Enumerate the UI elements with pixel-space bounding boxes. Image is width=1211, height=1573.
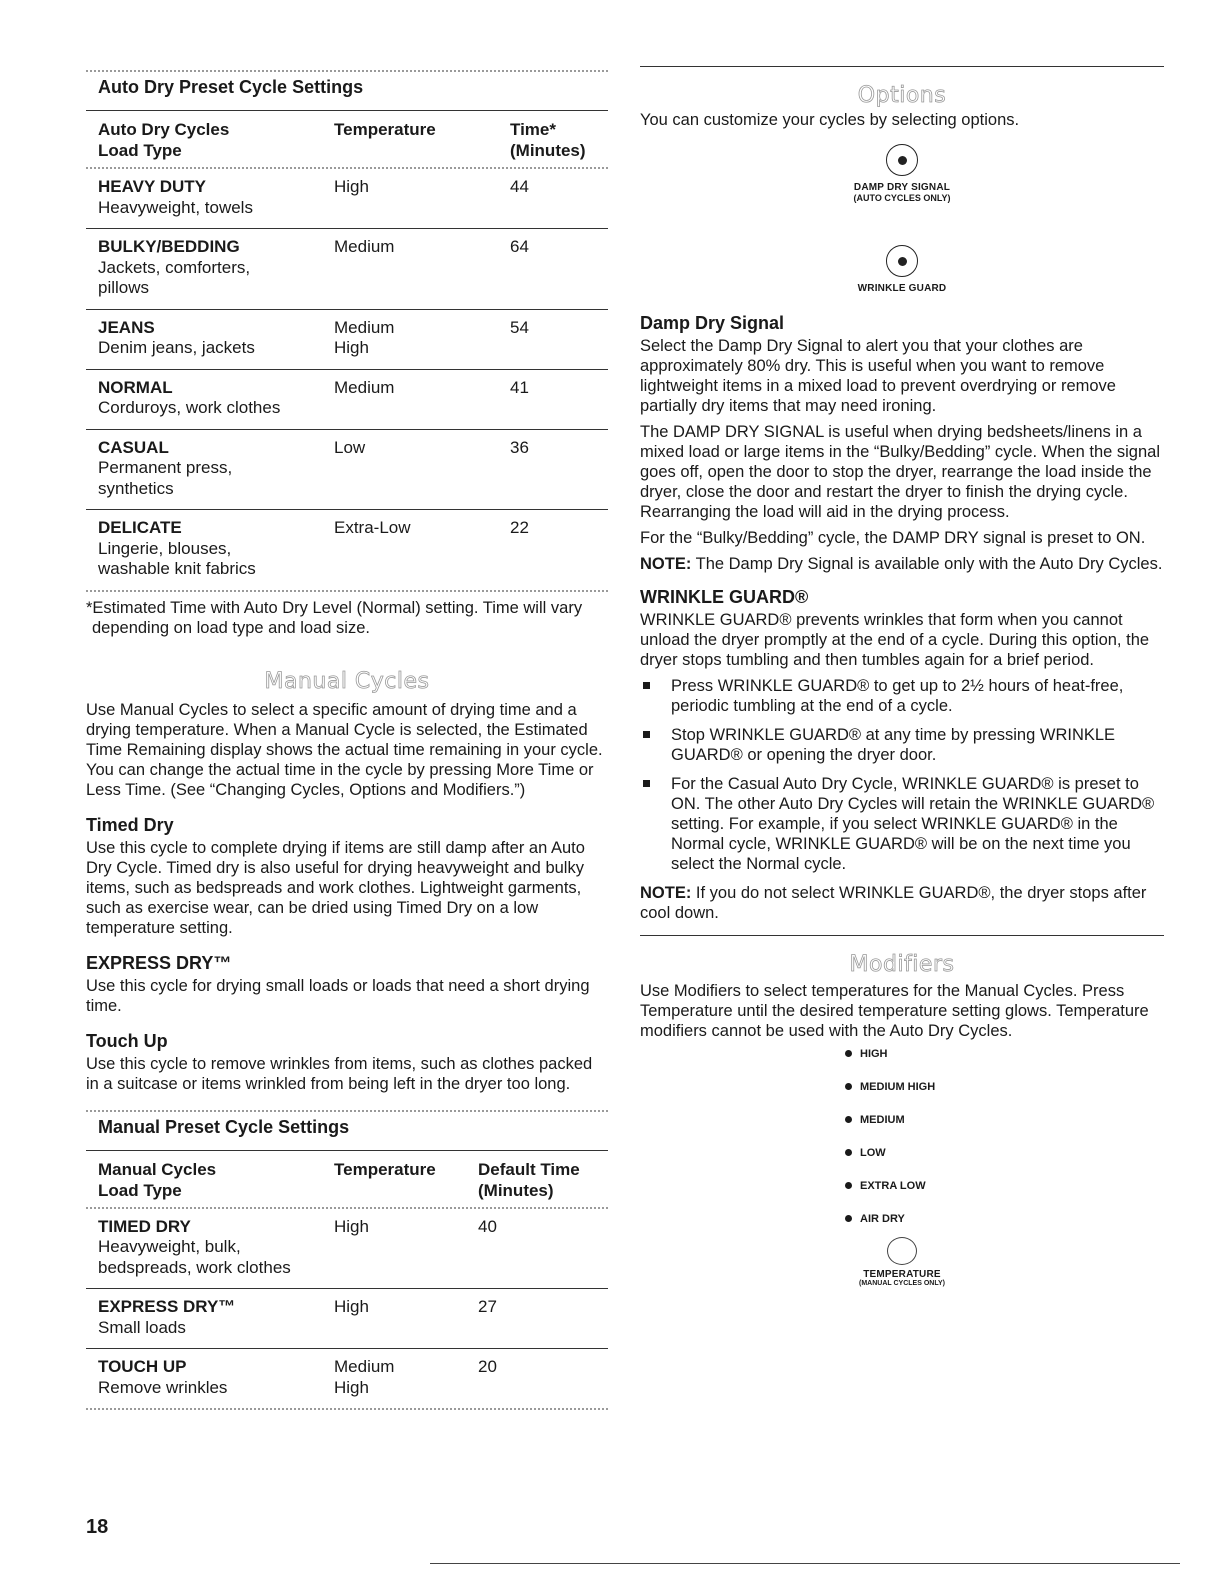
express-dry-heading: EXPRESS DRY™	[86, 952, 232, 973]
table-row: NORMAL Corduroys, work clothes Medium 41	[86, 370, 608, 430]
list-item: AIR DRY	[845, 1212, 1164, 1245]
table-row: TOUCH UP Remove wrinkles Medium High 20	[98, 1357, 497, 1397]
table-row: EXPRESS DRY™ Small loads High 27	[86, 1289, 608, 1349]
touch-up-heading: Touch Up	[86, 1030, 168, 1051]
list-item: For the Casual Auto Dry Cycle, WRINKLE GUARD® is preset to ON. The other Auto Dry Cycles will retain the WRINKLE GUARD® setting. For example, if you select WRINKLE GUARD® in the Normal cycle, WRINKLE GUARD® will be on the next time you select the Normal cycle.	[640, 774, 1164, 874]
list-item: Stop WRINKLE GUARD® at any time by pressing WRINKLE GUARD® or opening the dryer door.	[640, 725, 1164, 765]
left-column	[86, 0, 608, 1410]
auto-table-title: Auto Dry Preset Cycle Settings	[98, 77, 364, 97]
temperature-levels	[845, 1047, 1164, 1245]
list-item: HIGH	[845, 1047, 1164, 1080]
list-item: LOW	[845, 1146, 1164, 1179]
table-row: TIMED DRY Heavyweight, bulk, bedspreads, work clothes High 40	[86, 1209, 608, 1290]
auto-table-footnote: *Estimated Time with Auto Dry Level (Normal) setting. Time will vary depending on load type and load size.	[86, 598, 583, 637]
footer-rule	[430, 1563, 1180, 1564]
touch-up-text: Use this cycle to remove wrinkles from items, such as clothes packed in a suitcase or items wrinkled from being left in the dryer too long.	[86, 1054, 593, 1093]
manual-table-header: Manual Cycles Load Type Temperature Default Time (Minutes)	[98, 1159, 580, 1200]
modifiers-intro: Use Modifiers to select temperatures for the Manual Cycles. Press Temperature until the desired temperature setting glows. Temperature modifiers cannot be used with the Auto Dry Cycles.	[640, 982, 1149, 1040]
table-row: DELICATE Lingerie, blouses, washable knit fabrics Extra-Low 22	[98, 518, 529, 578]
damp-dry-text-2: The DAMP DRY SIGNAL is useful when drying bedsheets/linens in a mixed load or large items in the “Bulky/Bedding” cycle. When the signal goes off, open the door to stop the dryer, rearrange the load inside the dryer, close the door and restart the dryer to finish the drying cycle. Rearranging the load will aid in the drying process.	[640, 423, 1160, 521]
options-heading: Options	[857, 83, 947, 108]
wrinkle-guard-option: WRINKLE GUARD	[640, 245, 1164, 294]
list-item: MEDIUM HIGH	[845, 1080, 1164, 1113]
damp-dry-signal-icon	[886, 144, 918, 176]
list-item: MEDIUM	[845, 1113, 1164, 1146]
wrinkle-guard-text: WRINKLE GUARD® prevents wrinkles that form when you cannot unload the dryer promptly at the end of a cycle. During this option, the dryer stops tumbling and then tumbles again for a brief period.	[640, 611, 1150, 669]
damp-dry-signal-option: DAMP DRY SIGNAL (AUTO CYCLES ONLY)	[640, 144, 1164, 203]
damp-dry-heading: Damp Dry Signal	[640, 313, 785, 333]
page-number: 18	[86, 1516, 109, 1538]
wrinkle-guard-heading: WRINKLE GUARD®	[640, 587, 809, 607]
modifiers-heading: Modifiers	[849, 952, 955, 977]
options-intro: You can customize your cycles by selecting options.	[640, 111, 1020, 129]
table-row: JEANS Denim jeans, jackets Medium High 54	[86, 310, 608, 370]
damp-dry-text-1: Select the Damp Dry Signal to alert you that your clothes are approximately 80% dry. This is useful when you want to remove lightweight items in a mixed load to prevent overdrying or remove partially dry items that may need ironing.	[640, 337, 1116, 415]
damp-dry-note: NOTE: The Damp Dry Signal is available only with the Auto Dry Cycles.	[640, 555, 1163, 573]
manual-cycles-intro: Use Manual Cycles to select a specific amount of drying time and a drying temperature. When a Manual Cycle is selected, the Estimated Time Remaining display shows the actual time remaining in your cycle. You can change the actual time in the cycle by pressing More Time or Less Time. (See “Changing Cycles, Options and Modifiers.”)	[86, 700, 603, 799]
timed-dry-text: Use this cycle to complete drying if items are still damp after an Auto Dry Cycle. Timed dry is also useful for drying heavyweight and bulky items, such as bedspreads and work clothes. Lightweight garments, such as exercise wear, can be dried using Timed Dry on a low temperature setting.	[86, 838, 585, 937]
table-row: CASUAL Permanent press, synthetics Low 36	[86, 430, 608, 511]
list-item: Press WRINKLE GUARD® to get up to 2½ hours of heat-free, periodic tumbling at the end of a cycle.	[640, 676, 1164, 716]
table-row: BULKY/BEDDING Jackets, comforters, pillows Medium 64	[86, 229, 608, 310]
wrinkle-guard-bullets	[640, 676, 1164, 874]
temperature-option: TEMPERATURE (MANUAL CYCLES ONLY)	[640, 1237, 1164, 1287]
damp-dry-text-3: For the “Bulky/Bedding” cycle, the DAMP DRY signal is preset to ON.	[640, 529, 1146, 547]
wrinkle-guard-icon	[886, 245, 918, 277]
list-item: EXTRA LOW	[845, 1179, 1164, 1212]
manual-table-title: Manual Preset Cycle Settings	[98, 1116, 350, 1137]
auto-table-header: Auto Dry Cycles Load Type Temperature Time* (Minutes)	[98, 120, 586, 160]
express-dry-text: Use this cycle for drying small loads or loads that need a short drying time.	[86, 976, 590, 1015]
timed-dry-heading: Timed Dry	[86, 814, 174, 835]
table-row: HEAVY DUTY Heavyweight, towels High 44	[86, 169, 608, 229]
right-column	[640, 0, 1164, 1287]
wrinkle-guard-note: NOTE: If you do not select WRINKLE GUARD®, the dryer stops after cool down.	[640, 884, 1147, 922]
manual-cycles-heading: Manual Cycles	[264, 668, 430, 694]
